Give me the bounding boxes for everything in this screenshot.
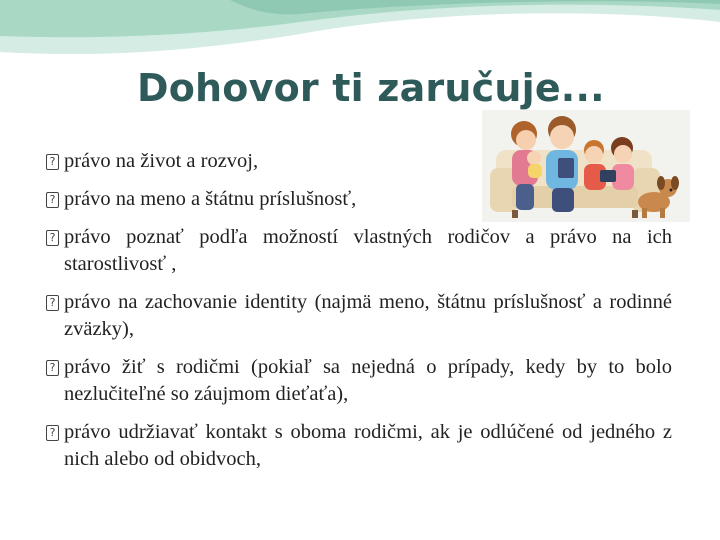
bullet-marker-icon: ? xyxy=(46,230,59,246)
bullet-marker-icon: ? xyxy=(46,154,59,170)
bullet-text: právo žiť s rodičmi (pokiaľ sa nejedná o prípady, kedy by to bolo nezlučiteľné so záujmom dieťaťa), xyxy=(64,356,672,405)
bullet-marker-icon: ? xyxy=(46,295,59,311)
bullet-text: právo na zachovanie identity (najmä meno, štátnu príslušnosť a rodinné zväzky), xyxy=(64,291,672,340)
bullet-item xyxy=(46,289,672,343)
bullet-list xyxy=(46,148,672,484)
bullet-marker-icon: ? xyxy=(46,360,59,376)
bullet-text: právo na život a rozvoj, xyxy=(64,150,259,172)
bullet-item xyxy=(46,419,672,473)
bullet-text: právo udržiavať kontakt s oboma rodičmi, ak je odlúčené od jedného z nich alebo od obidvoch, xyxy=(64,421,672,470)
bullet-marker-icon: ? xyxy=(46,425,59,441)
bullet-text: právo na meno a štátnu príslušnosť, xyxy=(64,188,357,210)
decorative-swoosh xyxy=(0,0,720,70)
bullet-item xyxy=(46,186,474,213)
bullet-text: právo poznať podľa možností vlastných rodičov a právo na ich starostlivosť , xyxy=(64,226,672,275)
bullet-item xyxy=(46,354,672,408)
slide-title: Dohovor ti zaručuje... xyxy=(137,66,605,110)
bullet-marker-icon: ? xyxy=(46,192,59,208)
bullet-item xyxy=(46,148,474,175)
bullet-item xyxy=(46,224,672,278)
